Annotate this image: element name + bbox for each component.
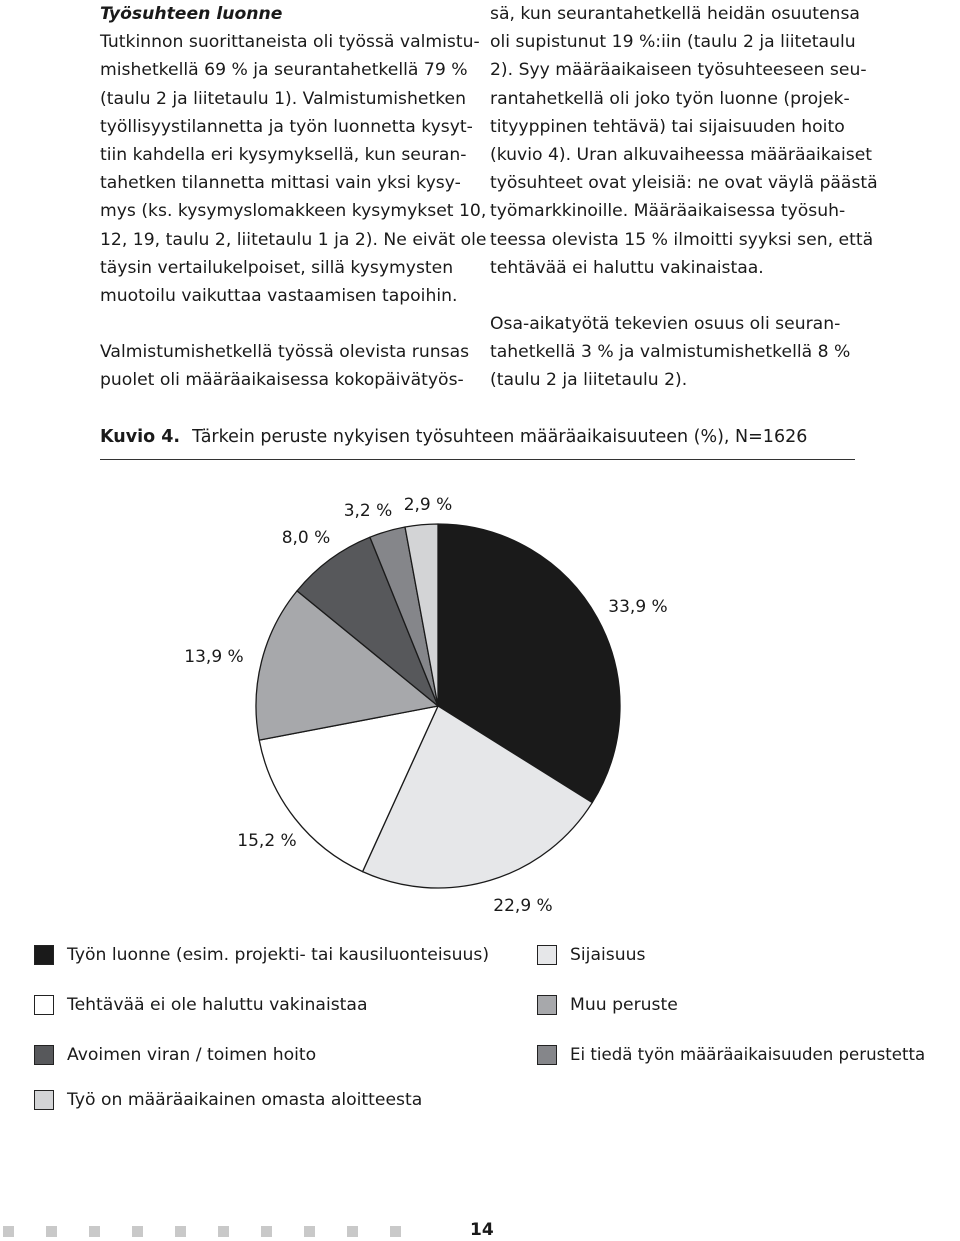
- legend-label: Sijaisuus: [570, 945, 646, 965]
- body-line: Osa-aikatyötä tekevien osuus oli seuran-: [490, 314, 841, 335]
- footer-square: [46, 1226, 57, 1237]
- body-line: (taulu 2 ja liitetaulu 2).: [490, 370, 688, 391]
- pie-slice-label: 22,9 %: [493, 896, 553, 916]
- footer-square: [132, 1226, 143, 1237]
- footer-square: [347, 1226, 358, 1237]
- body-line: mishetkellä 69 % ja seurantahetkellä 79 %: [100, 60, 468, 81]
- body-line: tityyppinen tehtävä) tai sijaisuuden hoito: [490, 116, 845, 137]
- footer-square: [304, 1226, 315, 1237]
- body-line: (kuvio 4). Uran alkuvaiheessa määräaikaiset: [490, 145, 873, 166]
- body-line: 2). Syy määräaikaiseen työsuhteeseen seu-: [490, 60, 867, 81]
- footer-square: [218, 1226, 229, 1237]
- body-line: mys (ks. kysymyslomakkeen kysymykset 10,: [100, 201, 487, 222]
- body-line: muotoilu vaikuttaa vastaamisen tapoihin.: [100, 286, 458, 307]
- legend-swatch: [537, 945, 557, 965]
- footer-square: [261, 1226, 272, 1237]
- body-line: sä, kun seurantahetkellä heidän osuutensa: [490, 4, 860, 24]
- body-line: tehtävää ei haluttu vakinaistaa.: [490, 257, 764, 278]
- pie-slice-label: 3,2 %: [343, 501, 393, 521]
- figure-title: Tärkein peruste nykyisen työsuhteen määräaikaisuuteen (%), N=1626: [192, 427, 808, 447]
- body-line: täysin vertailukelpoiset, sillä kysymysten: [100, 257, 454, 278]
- body-line: tahetkellä 3 % ja valmistumishetkellä 8 %: [490, 342, 851, 363]
- body-line: tahetken tilannetta mittasi vain yksi kysy-: [100, 173, 461, 194]
- pie-slice-label: 13,9 %: [184, 647, 244, 667]
- body-line: työllisyystilannetta ja työn luonnetta kysyt-: [100, 116, 473, 137]
- legend-swatch: [34, 995, 54, 1015]
- pie-slice-label: 8,0 %: [281, 528, 331, 548]
- legend-label: Muu peruste: [570, 995, 678, 1015]
- pie-slice-label: 15,2 %: [237, 831, 297, 851]
- figure-label: Kuvio 4.: [100, 427, 181, 447]
- legend-label: Työ on määräaikainen omasta aloitteesta: [67, 1090, 423, 1110]
- body-line: (taulu 2 ja liitetaulu 1). Valmistumishetken: [100, 88, 466, 109]
- legend-label: Avoimen viran / toimen hoito: [67, 1045, 317, 1065]
- legend-label: Työn luonne (esim. projekti- tai kausiluonteisuus): [67, 945, 490, 965]
- body-line: Tutkinnon suorittaneista oli työssä valmistu-: [100, 32, 480, 53]
- left-column: [100, 0, 487, 395]
- footer-square: [175, 1226, 186, 1237]
- page-number: 14: [470, 1220, 494, 1240]
- legend-label: Ei tiedä työn määräaikaisuuden perustetta: [570, 1045, 926, 1064]
- legend-swatch: [34, 1090, 54, 1110]
- pie-chart: [0, 460, 960, 930]
- footer-square: [89, 1226, 100, 1237]
- body-line: teessa olevista 15 % ilmoitti syyksi sen, että: [490, 229, 874, 250]
- legend-label: Tehtävää ei ole haluttu vakinaistaa: [67, 995, 368, 1015]
- footer-square: [3, 1226, 14, 1237]
- body-line: 12, 19, taulu 2, liitetaulu 1 ja 2). Ne eivät ole: [100, 229, 487, 250]
- body-line: työmarkkinoille. Määräaikaisessa työsuh-: [490, 201, 846, 222]
- body-line: rantahetkellä oli joko työn luonne (projek-: [490, 88, 850, 109]
- footer-square: [390, 1226, 401, 1237]
- body-line: työsuhteet ovat yleisiä: ne ovat väylä päästä: [490, 173, 878, 194]
- legend-swatch: [34, 1045, 54, 1065]
- right-column: [490, 0, 878, 395]
- legend-swatch: [34, 945, 54, 965]
- body-line: Valmistumishetkellä työssä olevista runsas: [100, 342, 470, 363]
- body-line: tiin kahdella eri kysymyksellä, kun seuran-: [100, 145, 467, 166]
- body-line: puolet oli määräaikaisessa kokopäivätyös-: [100, 370, 464, 391]
- legend-swatch: [537, 1045, 557, 1065]
- legend-swatch: [537, 995, 557, 1015]
- section-heading: Työsuhteen luonne: [100, 4, 283, 24]
- pie-slice-label: 2,9 %: [403, 495, 453, 515]
- body-line: oli supistunut 19 %:iin (taulu 2 ja liitetaulu: [490, 32, 856, 53]
- figure-caption: [100, 423, 855, 460]
- pie-slice-label: 33,9 %: [608, 597, 668, 617]
